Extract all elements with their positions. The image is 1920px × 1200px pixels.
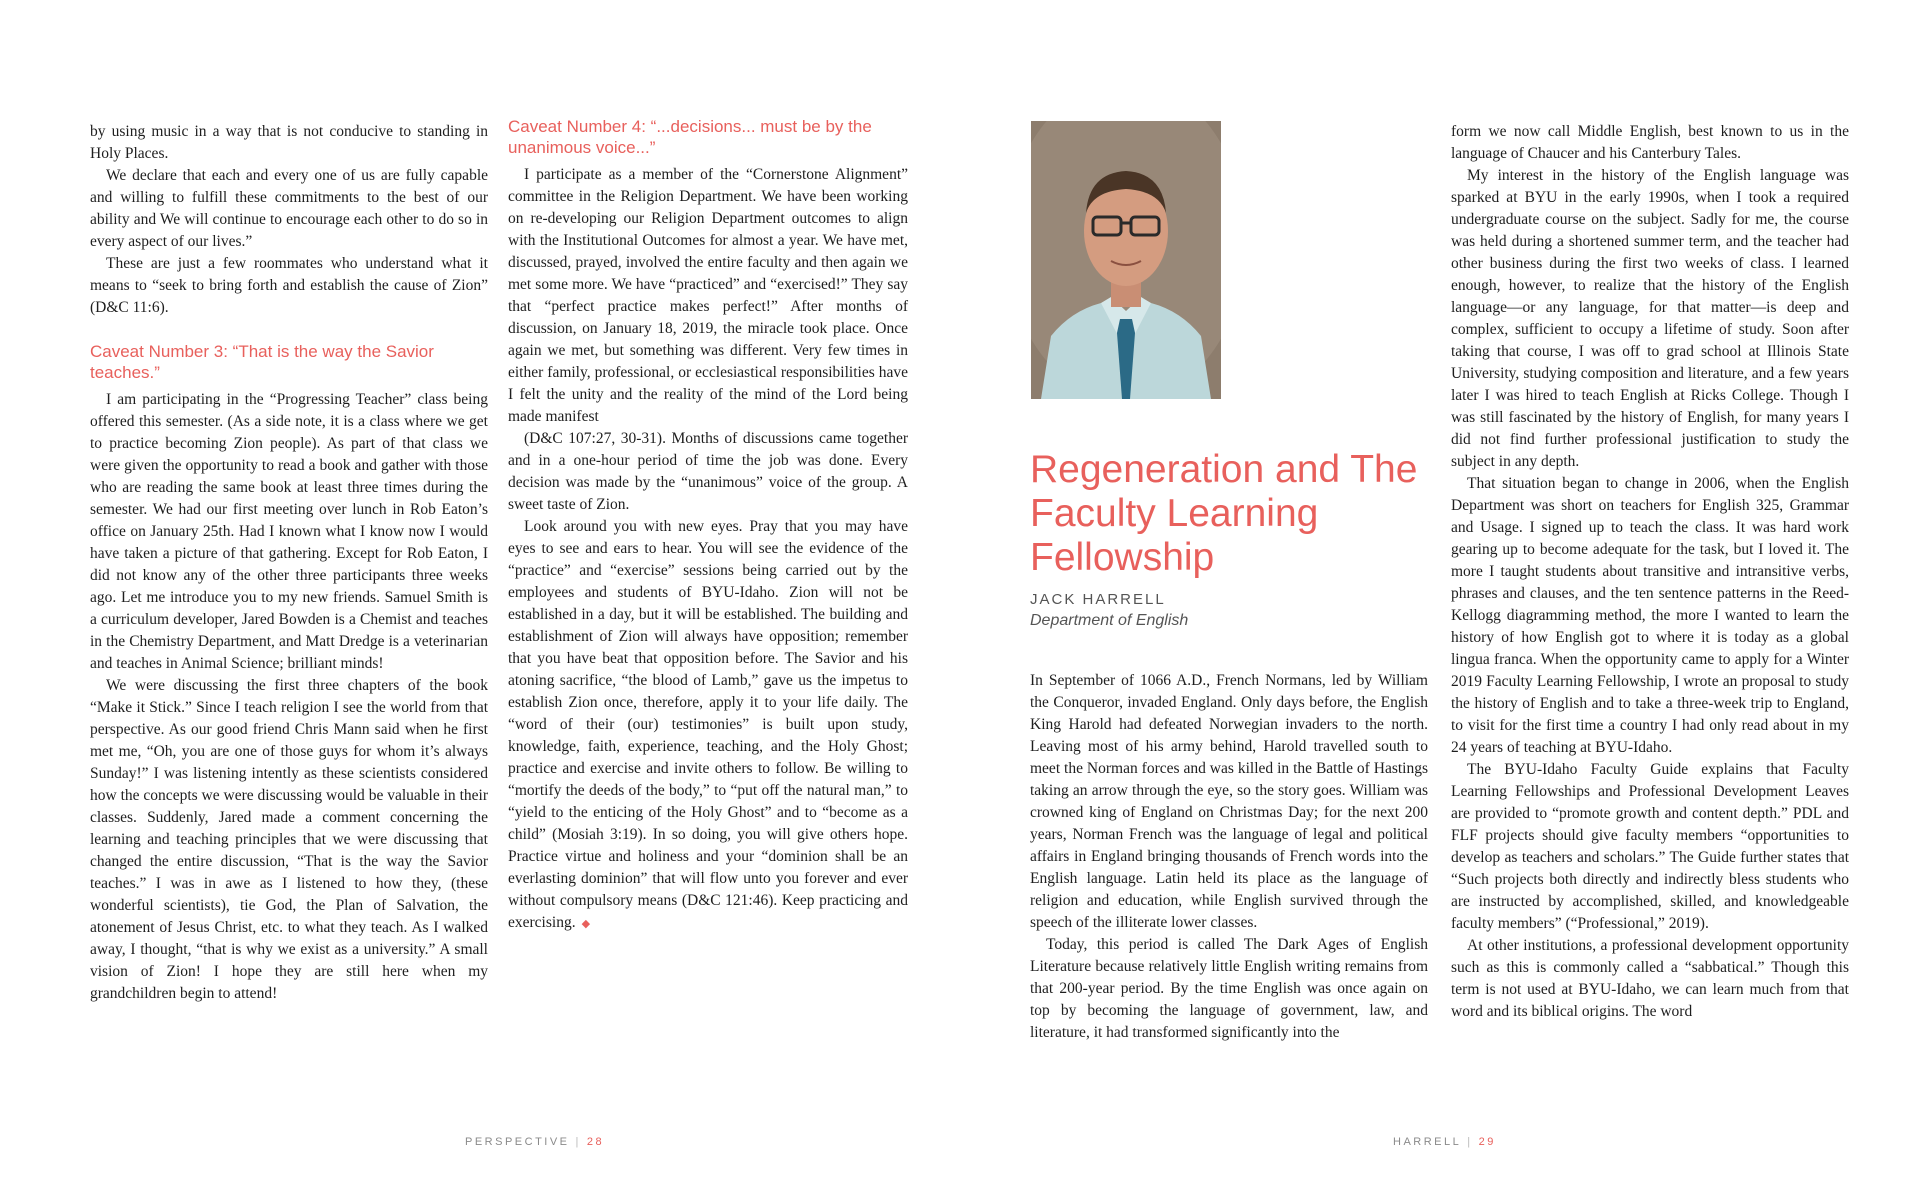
section-heading-caveat-4: Caveat Number 4: “...decisions... must be by the unanimous voice...” — [508, 117, 872, 157]
page-footer-right — [1393, 1136, 1496, 1148]
left-page-column-2 — [508, 116, 908, 935]
page-footer-left — [465, 1136, 604, 1148]
page-number: 29 — [1478, 1136, 1496, 1148]
author-department: Department of English — [1030, 612, 1189, 629]
paragraph: My interest in the history of the English language was sparked at BYU in the early 1990s, when I took a required undergraduate course on the subject. Sadly for me, the course was held during a shortened summer term, and the teacher had other business during the first two weeks of class. I learned enough, however, to realize that the history of the English language—or any language, for that matter—is deep and complex, sufficient to occupy a lifetime of study. Soon after taking that course, I was off to grad school at Illinois State University, studying composition and literature, and a few years later I was hired to teach English at Ricks College. Though I was still fascinated by the history of English, for many years I did not find further professional justification to study the subject in any depth. — [1451, 167, 1849, 470]
paragraph: Today, this period is called The Dark Ages of English Literature because relatively little English writing remains from that 200-year period. By the time English was once again on top by becoming the language of government, law, and literature, it had transformed significantly into the — [1030, 936, 1428, 1041]
paragraph: form we now call Middle English, best known to us in the language of Chaucer and his Canterbury Tales. — [1451, 123, 1849, 162]
paragraph: I participate as a member of the “Cornerstone Alignment” committee in the Religion Department. We have been working on re-developing our Religion Department outcomes to align with the Institutional Outcomes for almost a year. We have met, discussed, prayed, involved the entire faculty and then again we met some more. We have “practiced” and “exercised!” They say that “perfect practice makes perfect!” After months of discussion, on January 18, 2019, the miracle took place. Once again we met, but something was different. Very few times in either family, professional, or ecclesiastical responsibilities have I felt the unity and the reality of the mind of the Lord being made manifest — [508, 166, 908, 425]
paragraph: I am participating in the “Progressing Teacher” class being offered this semester. (As a side note, it is a class where we get to practice becoming Zion people). As part of that class we were given the opportunity to read a book and gather with those who are reading the same book at least three times during the semester. We had our first meeting over lunch in Rob Eaton’s office on January 25th. Had I known what I know now I would have taken a picture of that gathering. Except for Rob Eaton, I did not know any of the other three participants three weeks ago. Let me introduce you to my new friends. Samuel Smith is a curriculum developer, Jared Bowden is a Chemist and teaches in the Chemistry Department, and Matt Dredge is a veterinarian and teaches in Animal Science; brilliant minds! — [90, 391, 488, 672]
page-number: 28 — [586, 1136, 605, 1148]
paragraph — [508, 516, 908, 935]
right-page-column-2 — [1451, 121, 1849, 1023]
footer-label: HARRELL — [1393, 1136, 1462, 1148]
author-name: JACK HARRELL — [1030, 591, 1166, 608]
paragraph: In September of 1066 A.D., French Normans, led by William the Conqueror, invaded England. Only days before, the English King Harold had defeated Norwegian invaders to the north. Leaving most of his army behind, Harold travelled south to meet the Norman forces and was killed in the Battle of Hastings taking an arrow through the eye, so the story goes. William was crowned king of England on Christmas Day; for the next 200 years, Norman French was the language of legal and political affairs in England bringing thousands of French words into the English language. Latin held its place as the language of religion and education, while English survived through the speech of the illiterate lower classes. — [1030, 672, 1428, 931]
left-page-column-1 — [90, 121, 488, 1005]
paragraph-text: Look around you with new eyes. Pray that you may have eyes to see and ears to hear. You will see the evidence of the “practice” and “exercise” sessions being carried out by the employees and students of BYU-Idaho. Zion will not be established in a day, but it will be established. The building and establishment of Zion will always have opposition; remember that you have beat that opposition before. The Savior and his atoning sacrifice, “the blood of Lamb,” gave us the impetus to establish Zion once, therefore, apply it to your life daily. The “word of their (our) testimonies” is built upon study, knowledge, faith, experience, teaching, and the Holy Ghost; practice and exercise and invite others to follow. Be willing to “mortify the deeds of the body,” to “put off the natural man,” to “yield to the enticing of the Holy Ghost” and to “become as a child” (Mosiah 3:19). In so doing, you will give others hope. Practice virtue and holiness and your “dominion shall be an everlasting dominion” that will flow unto you forever and ever without compulsory means (D&C 121:46). Keep practicing and exercising. — [508, 518, 908, 931]
footer-separator: | — [575, 1136, 581, 1148]
paragraph: We declare that each and every one of us are fully capable and willing to fulfill these commitments to the best of our ability and We will continue to encourage each other to do so in every aspect of our lives.” — [90, 167, 488, 250]
author-photo — [1031, 121, 1221, 399]
footer-label: PERSPECTIVE — [465, 1136, 570, 1148]
paragraph: These are just a few roommates who understand what it means to “seek to bring forth and establish the cause of Zion” (D&C 11:6). — [90, 255, 488, 316]
paragraph: At other institutions, a professional development opportunity such as this is commonly called a “sabbatical.” Though this term is not used at BYU-Idaho, we can learn much from that word and its biblical origins. The word — [1451, 937, 1849, 1020]
paragraph: That situation began to change in 2006, when the English Department was short on teachers for English 325, Grammar and Usage. I signed up to teach the class. It was hard work gearing up to become adequate for the task, but I loved it. The more I taught students about transitive and intransitive verbs, phrases and clauses, and the ten sentence patterns in the Reed-Kellogg diagramming method, the more I wanted to learn the history of how English got to where it is today as a global lingua franca. When the opportunity came to apply for a Winter 2019 Faculty Learning Fellowship, I wrote an proposal to study the history of English and to take a three-week trip to England, to visit for the first time a country I had only read about in my 24 years of teaching at BYU-Idaho. — [1451, 475, 1849, 756]
footer-separator: | — [1467, 1136, 1473, 1148]
article-title: Regeneration and The Faculty Learning Fellowship — [1030, 448, 1418, 579]
paragraph: (D&C 107:27, 30-31). Months of discussions came together and in a one-hour period of time the job was done. Every decision was made by the “unanimous” voice of the group. A sweet taste of Zion. — [508, 430, 908, 513]
paragraph: by using music in a way that is not conducive to standing in Holy Places. — [90, 123, 488, 162]
section-heading-caveat-3: Caveat Number 3: “That is the way the Savior teaches.” — [90, 342, 434, 382]
end-mark-icon: ◆ — [581, 918, 591, 930]
paragraph: The BYU-Idaho Faculty Guide explains that Faculty Learning Fellowships and Professional Development Leaves are provided to “promote growth and content depth.” PDL and FLF projects should give faculty members “opportunities to develop as teachers and scholars.” The Guide further states that “Such projects both directly and indirectly bless students who are instructed by accomplished, skilled, and knowledgeable faculty members” (“Professional,” 2019). — [1451, 761, 1849, 932]
right-page-column-1 — [1030, 670, 1428, 1044]
paragraph: We were discussing the first three chapters of the book “Make it Stick.” Since I teach religion I see the world from that perspective. As our good friend Chris Mann said when he first met me, “Oh, you are one of those guys for whom it’s always Sunday!” I was listening intently as these scientists considered how the concepts we were discussing would be valuable in their classes. Suddenly, Jared made a comment concerning the learning and teaching principles that we were discussing that changed the entire discussion, “That is the way the Savior teaches.” I was in awe as I listened to how they, (these wonderful scientists), tie God, the Plan of Salvation, the atonement of Jesus Christ, etc. to what they teach. As I walked away, I thought, “that is why we exist as a university.” A small vision of Zion! I hope they are still here when my grandchildren begin to attend! — [90, 677, 488, 1002]
